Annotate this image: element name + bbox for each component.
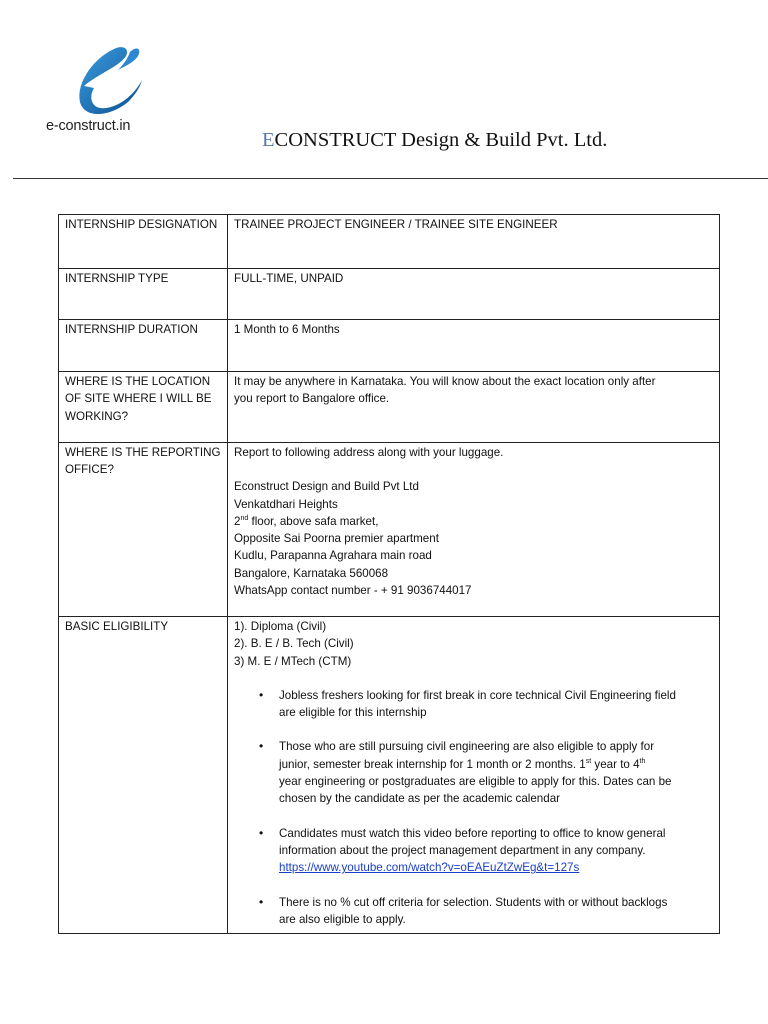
- row-value: 1 Month to 6 Months: [228, 320, 720, 372]
- bullet-line: year engineering or postgraduates are eligible to apply for this. Dates can be: [279, 775, 672, 789]
- degree-item: 3) M. E / MTech (CTM): [234, 654, 352, 668]
- floor-suffix: nd: [240, 515, 249, 523]
- label-line: WHERE IS THE REPORTING: [65, 446, 221, 459]
- bullet-line: are also eligible to apply.: [279, 912, 406, 926]
- address-line: Kudlu, Parapanna Agrahara main road: [234, 549, 432, 563]
- bullet-line: [279, 756, 713, 773]
- e-logo-icon: [68, 44, 150, 122]
- youtube-video-link[interactable]: https://www.youtube.com/watch?v=oEAEuZtZwEg&t=127s: [279, 861, 580, 875]
- row-label: [59, 372, 228, 443]
- row-label: BASIC ELIGIBILITY: [59, 617, 228, 934]
- row-value: FULL-TIME, UNPAID: [228, 269, 720, 320]
- table-row: [59, 372, 720, 443]
- whatsapp-contact: WhatsApp contact number - + 91 9036744017: [234, 584, 472, 598]
- degree-item: 2). B. E / B. Tech (Civil): [234, 637, 354, 651]
- internship-details-table: [58, 214, 720, 934]
- company-name: [262, 129, 607, 152]
- degree-item: 1). Diploma (Civil): [234, 620, 327, 633]
- address-line: Bangalore, Karnataka 560068: [234, 566, 389, 580]
- label-line: OFFICE?: [65, 463, 114, 477]
- row-label: [59, 443, 228, 617]
- address-line: [234, 513, 713, 530]
- table-row: [59, 617, 720, 934]
- eligibility-bullets: [234, 687, 713, 928]
- bullet-line: • Candidates must watch this video before reporting to office to know general: [279, 826, 666, 840]
- list-item: [234, 825, 713, 877]
- company-name-rest: CONSTRUCT Design & Build Pvt. Ltd.: [274, 129, 608, 151]
- ordinal-suffix: st: [585, 757, 592, 765]
- floor-text: floor, above safa market,: [248, 514, 379, 528]
- bullet-line: • Jobless freshers looking for first break in core technical Civil Engineering field: [279, 688, 676, 702]
- list-item: [234, 687, 713, 722]
- logo-text: e-construct.in: [46, 118, 131, 134]
- row-label: INTERNSHIP TYPE: [59, 269, 228, 320]
- value-line: It may be anywhere in Karnataka. You will know about the exact location only after: [234, 375, 656, 388]
- company-name-initial: E: [262, 129, 275, 151]
- table-row: [59, 320, 720, 372]
- row-value: [228, 443, 720, 617]
- bullet-text: year to 4: [591, 757, 640, 771]
- address-line: Venkatdhari Heights: [234, 497, 338, 511]
- row-label: INTERNSHIP DURATION: [59, 320, 228, 372]
- company-logo: [44, 44, 164, 144]
- office-address: [234, 478, 713, 599]
- ordinal-suffix: th: [639, 757, 646, 765]
- bullet-line: • There is no % cut off criteria for selection. Students with or without backlogs: [279, 895, 668, 909]
- value-line: you report to Bangalore office.: [234, 392, 390, 406]
- table-row: [59, 215, 720, 269]
- row-value: TRAINEE PROJECT ENGINEER / TRAINEE SITE ENGINEER: [228, 215, 720, 269]
- row-value: [228, 372, 720, 443]
- row-value: [228, 617, 720, 934]
- bullet-line: are eligible for this internship: [279, 706, 427, 720]
- list-item: [234, 894, 713, 929]
- bullet-line: information about the project management department in any company.: [279, 843, 646, 857]
- label-line: WORKING?: [65, 409, 129, 423]
- bullet-line: • Those who are still pursuing civil engineering are also eligible to apply for: [279, 740, 655, 754]
- header-divider: [13, 178, 768, 179]
- reporting-intro: Report to following address along with your luggage.: [234, 446, 504, 459]
- label-line: WHERE IS THE LOCATION: [65, 375, 211, 388]
- row-label: INTERNSHIP DESIGNATION: [59, 215, 228, 269]
- table-row: [59, 269, 720, 320]
- floor-number: 2: [234, 514, 241, 528]
- bullet-text: junior, semester break internship for 1 month or 2 months. 1: [279, 757, 586, 771]
- table-row: [59, 443, 720, 617]
- label-line: OF SITE WHERE I WILL BE: [65, 392, 212, 406]
- address-line: Econstruct Design and Build Pvt Ltd: [234, 480, 419, 494]
- bullet-line: chosen by the candidate as per the academic calendar: [279, 792, 561, 806]
- address-line: Opposite Sai Poorna premier apartment: [234, 532, 439, 546]
- list-item: [234, 738, 713, 807]
